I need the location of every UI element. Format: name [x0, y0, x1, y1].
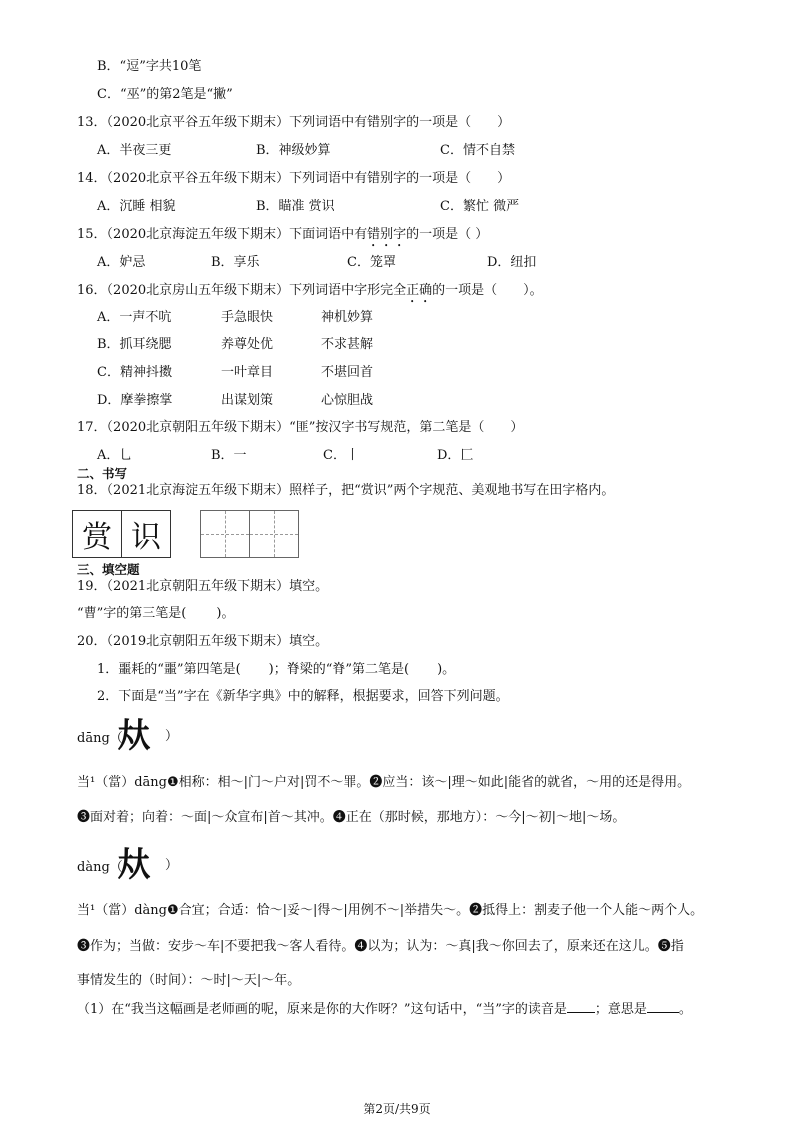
q17-option-b: B．一: [211, 448, 247, 463]
q16-option-d-word2: 出谋划策: [221, 393, 274, 408]
q16-option-b-word3: 不求甚解: [321, 337, 374, 352]
q13-option-c: C．情不自禁: [440, 143, 515, 158]
q16-option-d: D．摩拳擦掌: [97, 393, 173, 408]
section-writing-heading: 二、书写: [77, 466, 128, 481]
def-dang1-line2: ❸面对着；向着：～面|～众宣布|首～其冲。❹正在（那时候，那地方）：～今|～初|～地|～场。: [77, 810, 626, 825]
def-dang4-line1: 当¹（當）dàng❶合宜；合适：恰～|妥～|得～|用例不～|举措失～。❷抵得上：割麦子他一个人能～两个人。: [77, 903, 704, 918]
q16-option-c-word3: 不堪回首: [321, 365, 374, 380]
def-dang4-line3: 事情发生的（时间）：～时|～天|～年。: [77, 973, 301, 988]
q16-stem: 16．（2020北京房山五年级下期末）下列词语中字形完全正确的一项是（ ）。: [77, 283, 543, 298]
q12-option-b: B．“逗”字共10笔: [97, 59, 202, 74]
q15-stem: 15．（2020北京海淀五年级下期末）下面词语中有错别字的一项是（ ）: [77, 227, 489, 242]
q17-option-c: C．丨: [323, 448, 359, 463]
answer-cell-1[interactable]: [201, 511, 250, 557]
q16-option-b-word2: 养尊处优: [221, 337, 274, 352]
sub1-blank-reading[interactable]: [567, 1000, 595, 1013]
q17-stem: 17．（2020北京朝阳五年级下期末）“匪”按汉字书写规范，第二笔是（ ）: [77, 420, 524, 435]
q16-option-b: B．抓耳绕腮: [97, 337, 172, 352]
q14-option-b: B．瞄准 赏识: [256, 199, 335, 214]
pinyin-dang1: dāng（: [77, 731, 123, 746]
q13-option-a: A．半夜三更: [97, 143, 172, 158]
q15-option-a: A．妒忌: [97, 255, 146, 270]
q14-option-a: A．沉睡 相貌: [97, 199, 176, 214]
sample-tianzige: [72, 510, 171, 558]
brush-calligraphy-2: 夶: [117, 845, 149, 885]
q17-option-a: A．乚: [97, 448, 133, 463]
q14-stem: 14．（2020北京平谷五年级下期末）下列词语中有错别字的一项是（ ）: [77, 171, 511, 186]
q18-stem: 18．（2021北京海淀五年级下期末）照样子，把“赏识”两个字规范、美观地书写在田字格内。: [77, 483, 615, 498]
q20-stem: 20．（2019北京朝阳五年级下期末）填空。: [77, 634, 329, 649]
q20-sub1: （1）在“我当这幅画是老师画的呢，原来是你的大作呀？”这句话中，“当”字的读音是 ；意思是 。: [77, 1002, 692, 1017]
page-footer: 第2页/共9页: [363, 1102, 431, 1116]
q16-option-d-word3: 心惊胆战: [321, 393, 374, 408]
sub1-blank-meaning[interactable]: [647, 1000, 679, 1013]
q14-option-c: C．繁忙 微严: [440, 199, 520, 214]
q13-option-b: B．神级妙算: [256, 143, 331, 158]
q17-option-d: D．匚: [437, 448, 474, 463]
q16-option-a-word2: 手急眼快: [221, 310, 274, 325]
q16-option-a-word3: 神机妙算: [321, 310, 374, 325]
q12-option-c: C．“巫”的第2笔是“撇”: [97, 87, 233, 102]
q13-stem: 13．（2020北京平谷五年级下期末）下列词语中有错别字的一项是（ ）: [77, 115, 511, 130]
answer-tianzige[interactable]: [200, 510, 299, 558]
sample-char-shi: 识: [131, 520, 161, 555]
pinyin-dang4-close: ）: [165, 858, 179, 873]
q15-option-b: B．享乐: [211, 255, 260, 270]
pinyin-dang1-close: ）: [165, 729, 179, 744]
q20-line2: 2．下面是“当”字在《新华字典》中的解释，根据要求，回答下列问题。: [97, 689, 509, 704]
answer-cell-2[interactable]: [250, 511, 298, 557]
def-dang4-line2: ❸作为；当做：安步～车|不要把我～客人看待。❹以为；认为：～真|我～你回去了，原来还在这儿。❺指: [77, 939, 684, 954]
q19-line: “曹”字的第三笔是( )。: [77, 606, 235, 621]
sample-char-shang: 赏: [73, 511, 122, 557]
q19-stem: 19．（2021北京朝阳五年级下期末）填空。: [77, 579, 329, 594]
q16-option-c-word2: 一叶章目: [221, 365, 274, 380]
brush-calligraphy-1: 夶: [117, 716, 149, 756]
q16-option-c: C．精神抖擞: [97, 365, 172, 380]
q15-option-c: C．笼罩: [347, 255, 396, 270]
q20-line1: 1．噩耗的“噩”第四笔是( )；脊梁的“脊”第二笔是( )。: [97, 662, 456, 677]
section-fill-heading: 三、填空题: [77, 562, 140, 577]
q15-option-d: D．纽扣: [487, 255, 537, 270]
q16-option-a: A．一声不吭: [97, 310, 172, 325]
def-dang1-line1: 当¹（當）dāng❶相称：相～|门～户对|罚不～罪。❷应当：该～|理～如此|能省的就省，～用的还是得用。: [77, 775, 691, 790]
pinyin-dang4: dàng（: [77, 860, 123, 875]
